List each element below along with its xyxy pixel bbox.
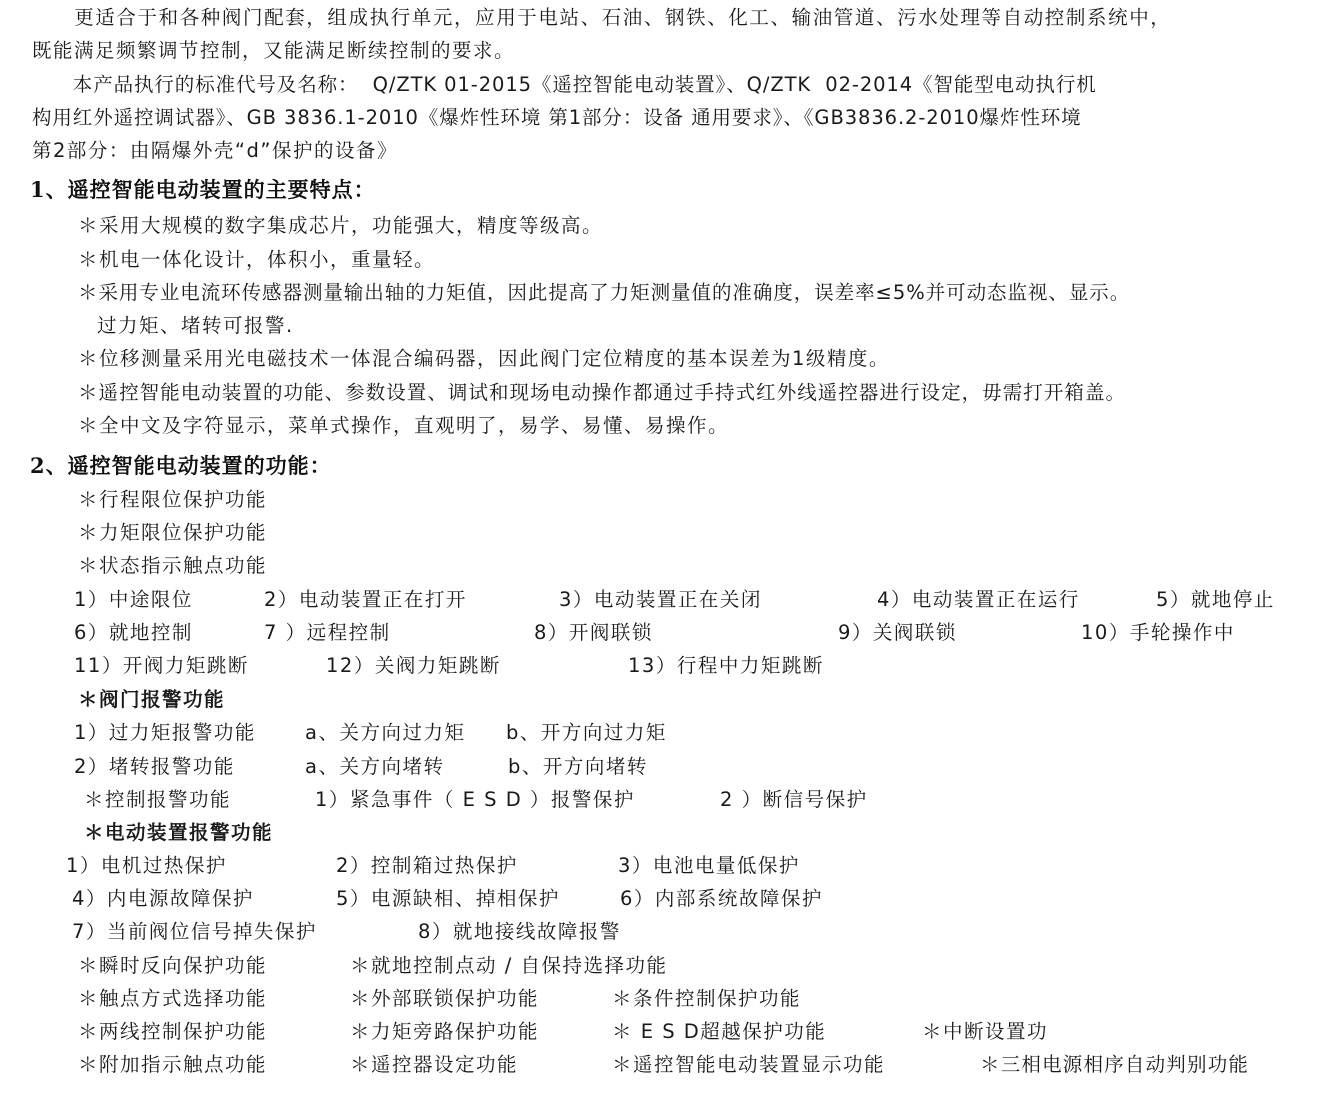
misc-function: ＊条件控制保护功能 xyxy=(612,987,802,1010)
misc-function: ＊力矩旁路保护功能 xyxy=(350,1020,540,1043)
section-2-heading: 2、遥控智能电动装置的功能： xyxy=(30,453,332,478)
misc-function: ＊外部联锁保护功能 xyxy=(350,987,540,1010)
device-alarm-item: 7）当前阀位信号掉失保护 xyxy=(72,920,317,943)
device-alarm-item: 2）控制箱过热保护 xyxy=(336,854,518,877)
status-contact: 5）就地停止 xyxy=(1156,588,1275,611)
misc-function: ＊瞬时反向保护功能 xyxy=(78,954,268,977)
status-contact: 10）手轮操作中 xyxy=(1081,621,1235,644)
feature-item-continuation: 过力矩、堵转可报警. xyxy=(97,314,294,337)
valve-alarm-item: b、开方向堵转 xyxy=(508,755,648,778)
status-contact: 2）电动装置正在打开 xyxy=(264,588,467,611)
section-1-heading: 1、遥控智能电动装置的主要特点： xyxy=(30,177,376,202)
function-item: ＊力矩限位保护功能 xyxy=(78,521,268,544)
status-contact: 3）电动装置正在关闭 xyxy=(559,588,762,611)
valve-alarm-item: 2）堵转报警功能 xyxy=(74,755,235,778)
valve-alarm-item: b、开方向过力矩 xyxy=(506,721,667,744)
status-contact: 13）行程中力矩跳断 xyxy=(628,654,824,677)
device-alarm-item: 1）电机过热保护 xyxy=(66,854,227,877)
device-alarm-item: 6）内部系统故障保护 xyxy=(620,887,823,910)
misc-function: ＊两线控制保护功能 xyxy=(78,1020,268,1043)
misc-function: ＊ E S D超越保护功能 xyxy=(612,1020,827,1043)
misc-function: ＊附加指示触点功能 xyxy=(78,1053,268,1076)
misc-function: ＊遥控智能电动装置显示功能 xyxy=(612,1053,886,1076)
feature-item: ＊采用专业电流环传感器测量输出轴的力矩值，因此提高了力矩测量值的准确度，误差率≤5%并可动态监视、显示。 xyxy=(78,281,1131,304)
status-contact: 8）开阀联锁 xyxy=(534,621,653,644)
status-contact: 7 ）远程控制 xyxy=(264,621,391,644)
misc-function: ＊遥控器设定功能 xyxy=(350,1053,519,1076)
intro-paragraph-2-line-3: 第2部分：由隔爆外壳“d”保护的设备》 xyxy=(32,139,398,162)
intro-paragraph-1-line-2: 既能满足频繁调节控制，又能满足断续控制的要求。 xyxy=(32,39,516,62)
device-alarm-item: 8）就地接线故障报警 xyxy=(418,920,621,943)
status-contact: 4）电动装置正在运行 xyxy=(877,588,1080,611)
control-alarm-item: 1）紧急事件（ E S D ）报警保护 xyxy=(315,788,635,811)
status-contact: 12）关阀力矩跳断 xyxy=(326,654,501,677)
function-item: ＊状态指示触点功能 xyxy=(78,554,268,577)
device-alarm-item: 3）电池电量低保护 xyxy=(618,854,800,877)
valve-alarm-item: a、关方向过力矩 xyxy=(305,721,466,744)
misc-function: ＊三相电源相序自动判别功能 xyxy=(980,1053,1250,1076)
intro-paragraph-2-line-1: 本产品执行的标准代号及名称： Q/ZTK 01-2015《遥控智能电动装置》、Q/ZTK 02-2014《智能型电动执行机 xyxy=(32,73,1097,96)
feature-item: ＊位移测量采用光电磁技术一体混合编码器，因此阀门定位精度的基本误差为1级精度。 xyxy=(78,347,890,370)
feature-item: ＊采用大规模的数字集成芯片，功能强大，精度等级高。 xyxy=(78,214,604,237)
valve-alarm-heading: ＊阀门报警功能 xyxy=(78,688,226,711)
valve-alarm-item: 1）过力矩报警功能 xyxy=(74,721,256,744)
misc-function: ＊触点方式选择功能 xyxy=(78,987,268,1010)
function-item: ＊行程限位保护功能 xyxy=(78,488,268,511)
intro-paragraph-1-line-1: 更适合于和各种阀门配套，组成执行单元，应用于电站、石油、钢铁、化工、输油管道、污水处理等自动控制系统中， xyxy=(32,6,1172,29)
control-alarm-heading: ＊控制报警功能 xyxy=(84,788,232,811)
status-contact: 11）开阀力矩跳断 xyxy=(74,654,249,677)
device-alarm-heading: ＊电动装置报警功能 xyxy=(84,821,274,844)
intro-paragraph-2-line-2: 构用红外遥控调试器》、GB 3836.1-2010《爆炸性环境 第1部分：设备 通用要求》、《GB3836.2-2010爆炸性环境 xyxy=(32,106,1082,129)
misc-function: ＊中断设置功 xyxy=(922,1020,1049,1043)
feature-item: ＊全中文及字符显示，菜单式操作，直观明了，易学、易懂、易操作。 xyxy=(78,414,730,437)
device-alarm-item: 5）电源缺相、掉相保护 xyxy=(336,887,560,910)
valve-alarm-item: a、关方向堵转 xyxy=(305,755,445,778)
status-contact: 6）就地控制 xyxy=(74,621,193,644)
misc-function: ＊就地控制点动 / 自保持选择功能 xyxy=(350,954,668,977)
status-contact: 1）中途限位 xyxy=(74,588,193,611)
feature-item: ＊机电一体化设计，体积小，重量轻。 xyxy=(78,248,436,271)
device-alarm-item: 4）内电源故障保护 xyxy=(72,887,254,910)
control-alarm-item: 2 ）断信号保护 xyxy=(720,788,868,811)
status-contact: 9）关阀联锁 xyxy=(838,621,957,644)
feature-item: ＊遥控智能电动装置的功能、参数设置、调试和现场电动操作都通过手持式红外线遥控器进行设定，毋需打开箱盖。 xyxy=(78,381,1127,404)
